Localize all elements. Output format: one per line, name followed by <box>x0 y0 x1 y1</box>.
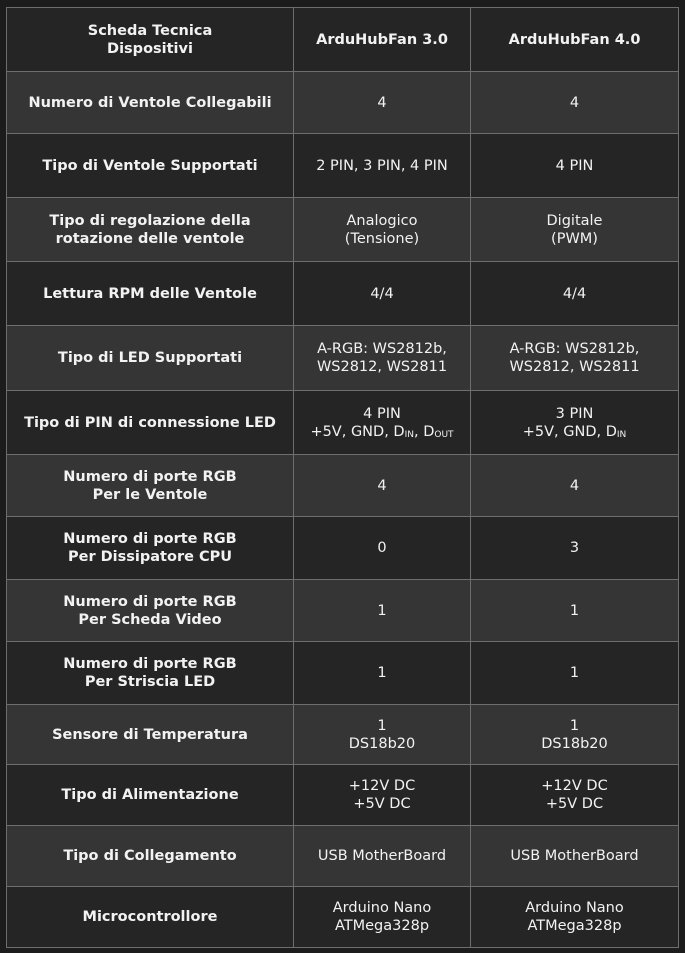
row-label: Per Dissipatore CPU <box>67 549 233 565</box>
value-cell <box>294 198 471 262</box>
row-label: Per le Ventole <box>92 486 208 503</box>
row-label-cell <box>7 326 294 391</box>
row-label-cell <box>7 887 294 948</box>
row-label: Sensore di Temperatura <box>52 726 248 743</box>
value-cell <box>294 580 471 642</box>
value-text: ATMega328p <box>334 918 430 934</box>
value-text: WS2812, WS2811 <box>509 359 640 375</box>
value-cell <box>471 391 679 455</box>
value-text: 1 <box>569 602 580 619</box>
header-label-line: Scheda Tecnica <box>87 22 213 39</box>
row-label-cell <box>7 455 294 517</box>
row-label: Microcontrollore <box>82 909 218 925</box>
row-label: Tipo di LED Supportati <box>57 350 243 366</box>
value-text: 4 <box>569 94 580 111</box>
value-cell <box>471 642 679 705</box>
header-device-cell <box>294 8 471 72</box>
row-label: Numero di porte RGB <box>63 531 237 547</box>
value-cell <box>471 517 679 580</box>
value-cell <box>471 262 679 326</box>
value-text: 4 <box>569 477 580 494</box>
value-text: Digitale <box>546 212 603 229</box>
value-text: A-RGB: WS2812b, <box>317 341 447 357</box>
value-text: 1 <box>377 602 387 619</box>
row-label: rotazione delle ventole <box>55 230 245 247</box>
pin-list-text: +5V, GND, D <box>522 423 617 440</box>
value-text: Analogico <box>346 212 418 229</box>
row-label-cell <box>7 517 294 580</box>
subscript-text: OUT <box>434 429 454 440</box>
value-cell <box>471 455 679 517</box>
row-label: Numero di Ventole Collegabili <box>28 94 272 111</box>
row-label: Per Striscia LED <box>84 674 216 690</box>
value-cell <box>294 326 471 391</box>
row-label: Tipo di Collegamento <box>63 848 237 864</box>
value-text: USB MotherBoard <box>317 848 447 864</box>
value-cell <box>471 72 679 134</box>
spec-table <box>6 7 679 948</box>
value-text: +12V DC <box>541 778 608 794</box>
pin-list <box>300 423 464 441</box>
value-text: 1 <box>377 717 387 734</box>
value-text: (Tensione) <box>344 230 420 247</box>
value-text: ATMega328p <box>527 918 622 934</box>
row-label-cell <box>7 198 294 262</box>
row-label-cell <box>7 642 294 705</box>
header-device-cell <box>471 8 679 72</box>
value-text: +5V DC <box>545 796 604 812</box>
table-row <box>7 887 679 948</box>
value-text: (PWM) <box>551 230 598 247</box>
table-row <box>7 72 679 134</box>
value-text: DS18b20 <box>348 735 416 752</box>
value-cell <box>294 705 471 765</box>
value-text: 1 <box>569 665 580 681</box>
header-device-name: ArduHubFan 4.0 <box>508 31 641 48</box>
value-text: 3 PIN <box>555 405 594 422</box>
value-text: 4/4 <box>370 285 394 302</box>
value-cell <box>471 326 679 391</box>
table-row <box>7 198 679 262</box>
row-label-cell <box>7 826 294 887</box>
value-cell <box>294 391 471 455</box>
value-cell <box>294 826 471 887</box>
value-text: 0 <box>377 540 387 556</box>
value-cell <box>471 198 679 262</box>
value-text: +5V DC <box>353 796 411 812</box>
pin-list <box>477 423 672 441</box>
table-row <box>7 705 679 765</box>
value-text: 4 PIN <box>555 157 594 174</box>
table-row <box>7 765 679 826</box>
pin-list-text: +5V, GND, D <box>310 423 405 440</box>
row-label-cell <box>7 391 294 455</box>
row-label: Numero di porte RGB <box>63 656 237 672</box>
table-row <box>7 642 679 705</box>
table-row <box>7 391 679 455</box>
row-label: Tipo di regolazione della <box>49 212 251 229</box>
value-text: 4/4 <box>562 285 587 302</box>
header-label-cell <box>7 8 294 72</box>
value-text: 2 PIN, 3 PIN, 4 PIN <box>316 157 448 174</box>
value-cell <box>294 72 471 134</box>
value-text: Arduino Nano <box>525 900 624 916</box>
value-cell <box>294 887 471 948</box>
value-text: 1 <box>569 717 580 734</box>
pin-list-separator: , D <box>413 423 435 440</box>
row-label-cell <box>7 765 294 826</box>
table-row <box>7 580 679 642</box>
value-text: Arduino Nano <box>332 900 432 916</box>
row-label: Tipo di PIN di connessione LED <box>24 414 276 431</box>
value-cell <box>294 262 471 326</box>
value-text: 1 <box>377 665 387 681</box>
value-cell <box>294 455 471 517</box>
table-row <box>7 517 679 580</box>
row-label-cell <box>7 580 294 642</box>
row-label: Lettura RPM delle Ventole <box>43 285 257 302</box>
value-cell <box>471 580 679 642</box>
table-row <box>7 262 679 326</box>
value-cell <box>471 134 679 198</box>
value-text: 4 <box>377 477 387 494</box>
value-cell <box>294 134 471 198</box>
table-row <box>7 826 679 887</box>
value-cell <box>294 765 471 826</box>
value-text: 4 PIN <box>363 405 401 422</box>
header-label-line: Dispositivi <box>107 40 193 57</box>
table-row <box>7 455 679 517</box>
value-text: 4 <box>377 94 387 111</box>
value-cell <box>471 826 679 887</box>
value-cell <box>471 705 679 765</box>
value-cell <box>294 642 471 705</box>
row-label: Tipo di Ventole Supportati <box>42 157 258 174</box>
row-label: Numero di porte RGB <box>63 593 237 610</box>
row-label: Tipo di Alimentazione <box>61 787 239 803</box>
value-cell <box>471 765 679 826</box>
subscript-text: IN <box>616 429 627 440</box>
row-label-cell <box>7 72 294 134</box>
row-label-cell <box>7 262 294 326</box>
subscript-text: IN <box>404 429 414 440</box>
value-text: WS2812, WS2811 <box>316 359 448 375</box>
value-text: DS18b20 <box>541 735 608 752</box>
header-device-name: ArduHubFan 3.0 <box>316 31 448 48</box>
table-row <box>7 134 679 198</box>
value-text: 3 <box>569 540 580 556</box>
row-label: Numero di porte RGB <box>63 468 237 485</box>
value-text: A-RGB: WS2812b, <box>509 341 640 357</box>
table-row <box>7 326 679 391</box>
row-label-cell <box>7 705 294 765</box>
value-text: +12V DC <box>348 778 416 794</box>
value-cell <box>294 517 471 580</box>
value-cell <box>471 887 679 948</box>
header-row <box>7 8 679 72</box>
value-text: USB MotherBoard <box>510 848 639 864</box>
row-label: Per Scheda Video <box>78 611 222 628</box>
row-label-cell <box>7 134 294 198</box>
